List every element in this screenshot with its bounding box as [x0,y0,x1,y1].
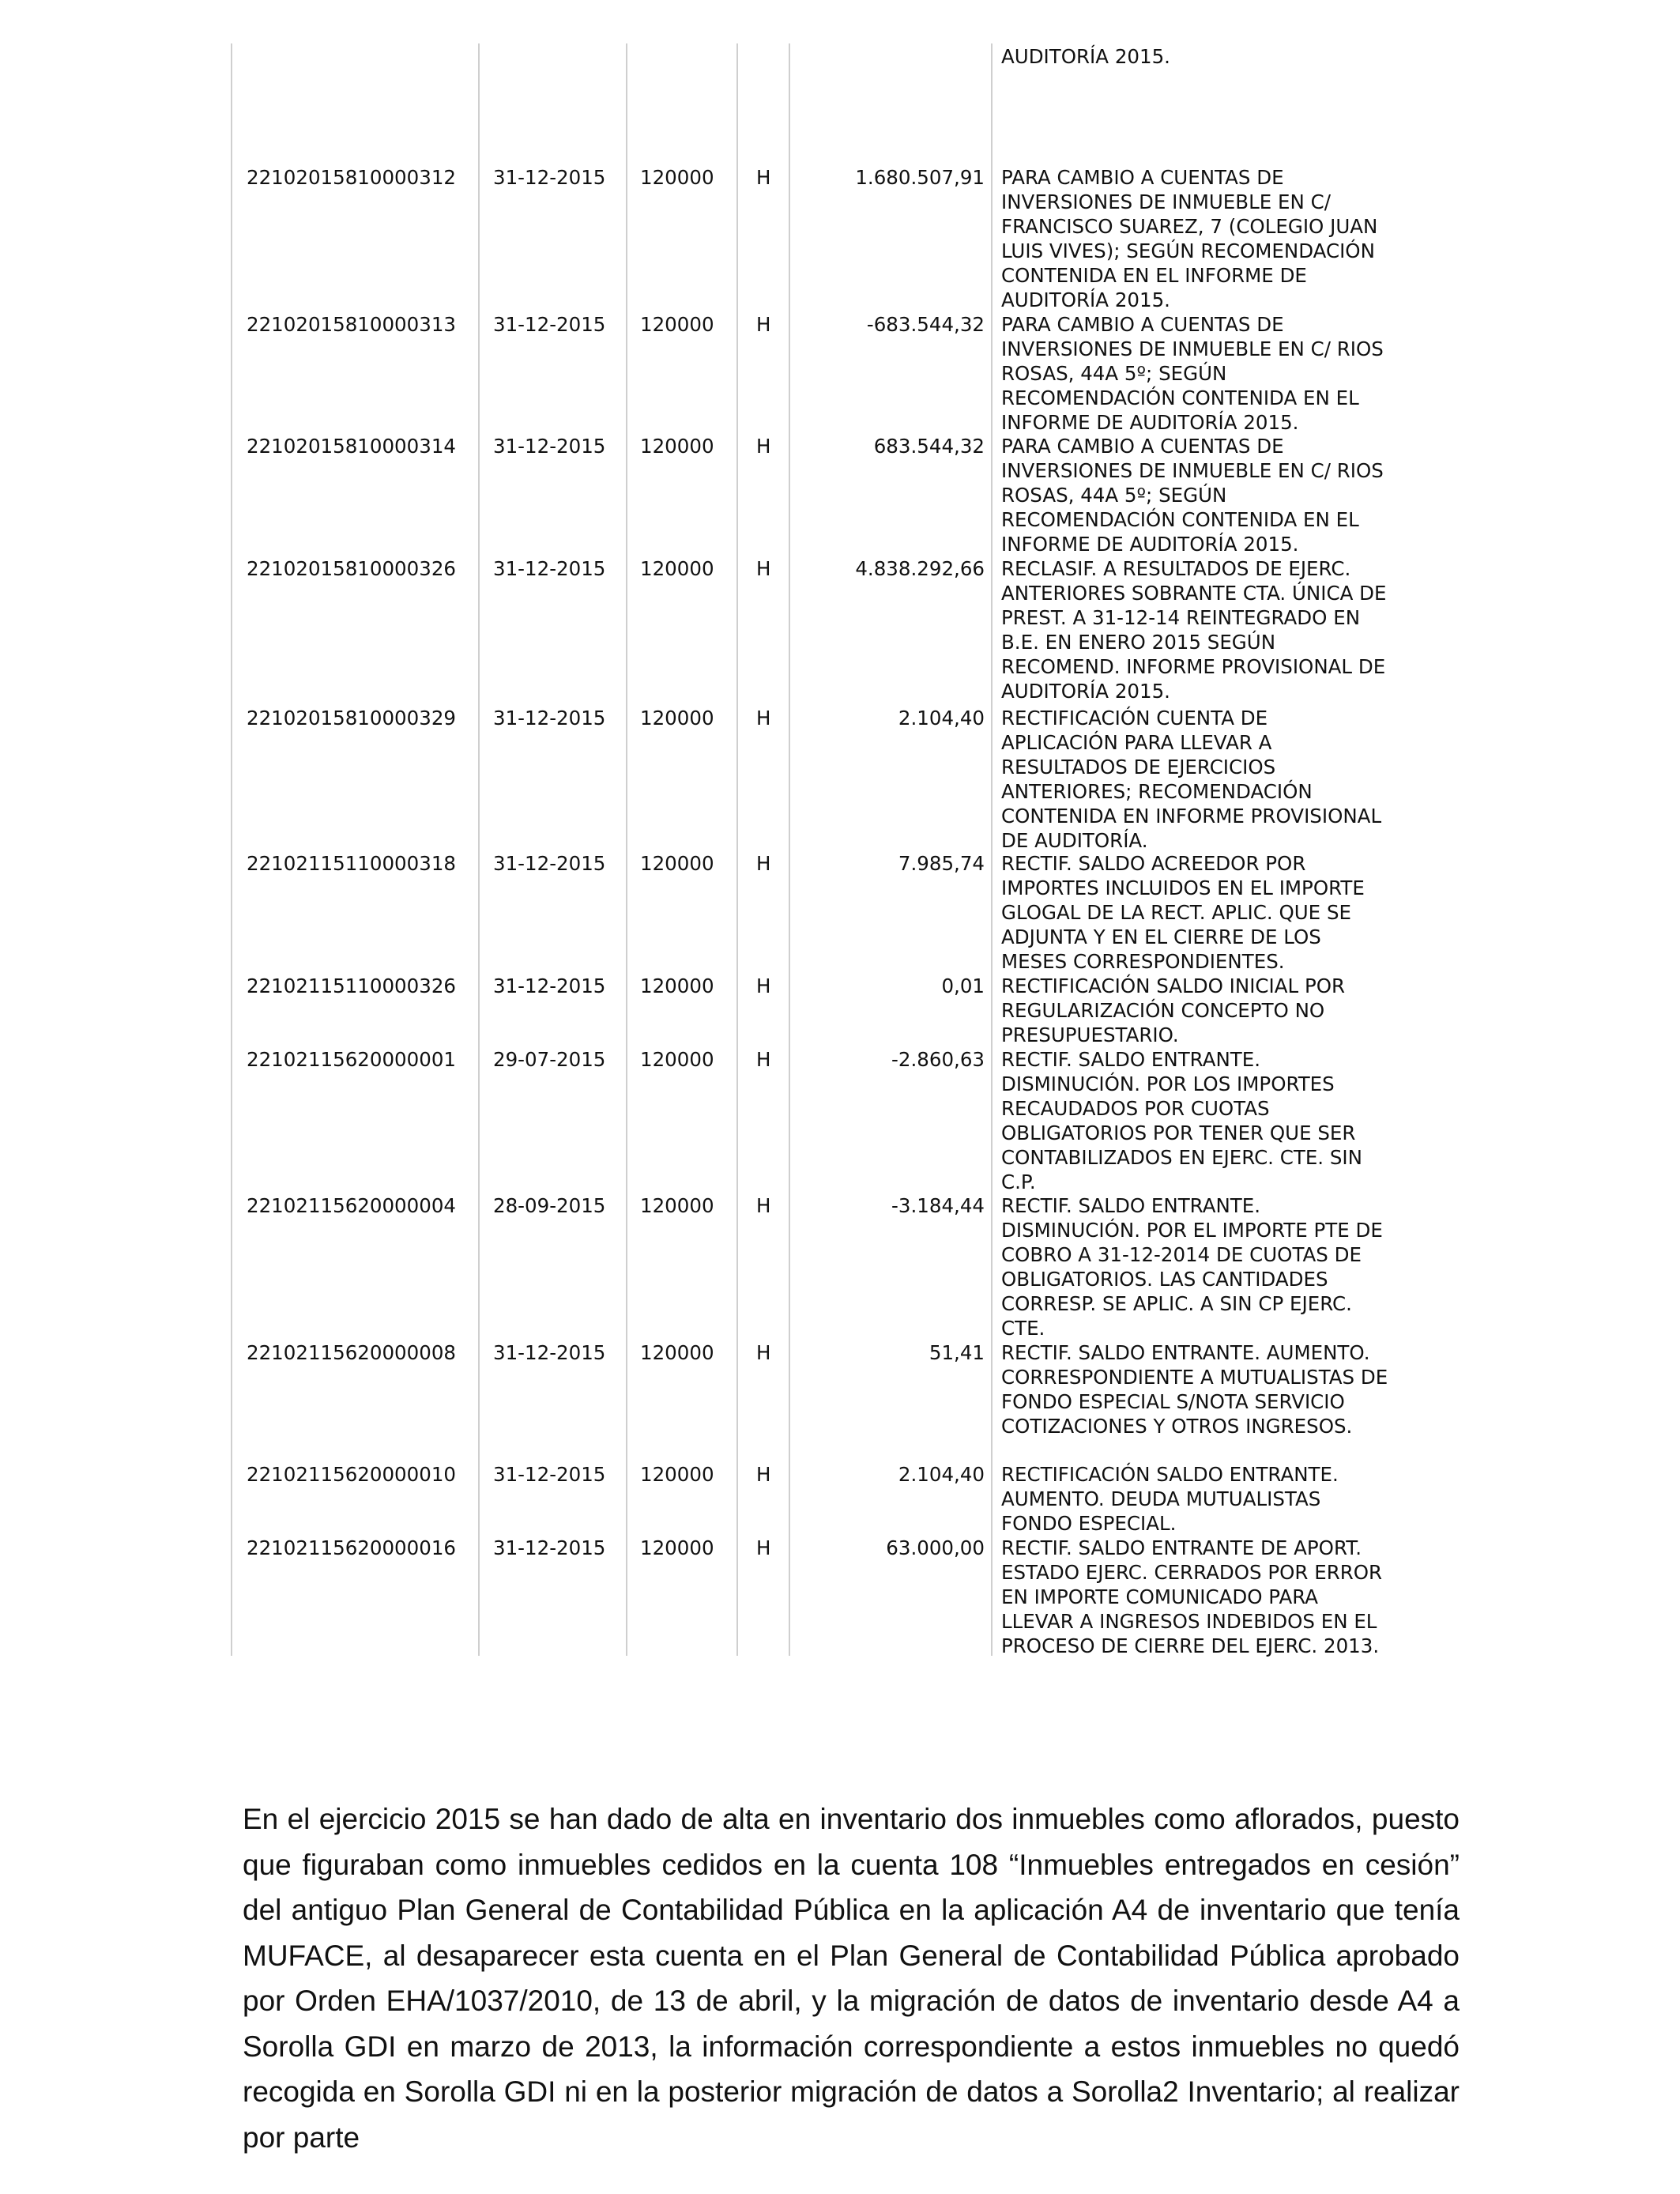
account-code: 120000 [640,557,714,580]
entry-date: 31-12-2015 [493,707,606,729]
description-line: RECOMENDACIÓN CONTENIDA EN EL [1001,508,1359,531]
description-line: INVERSIONES DE INMUEBLE EN C/ [1001,190,1331,213]
entry-number: 22102115620000016 [247,1536,456,1559]
description-line: GLOGAL DE LA RECT. APLIC. QUE SE [1001,901,1351,924]
description-line: ROSAS, 44A 5º; SEGÚN [1001,484,1227,507]
description-line: AUDITORÍA 2015. [1001,680,1170,703]
description-line: FONDO ESPECIAL S/NOTA SERVICIO [1001,1390,1345,1413]
entry-date: 31-12-2015 [493,1341,606,1364]
amount: 1.680.507,91 [855,166,985,189]
body-paragraph: En el ejercicio 2015 se han dado de alta en inventario dos inmuebles como aflorados, puesto que figuraban como inmuebles cedidos en la cuenta 108 “Inmuebles entregados en cesión” del antiguo Plan General de Contabilidad Pública en la aplicación A4 de inventario que tenía MUFACE, al desaparecer esta cuenta en el Plan General de Contabilidad Pública aprobado por Orden EHA/1037/2010, de 13 de abril, y la migración de datos de inventario desde A4 a Sorolla GDI en marzo de 2013, la información correspondiente a estos inmuebles no quedó recogida en Sorolla GDI ni en la posterior migración de datos a Sorolla2 Inventario; al realizar por parte [243,1803,1460,2154]
entry-date: 28-09-2015 [493,1194,606,1217]
description-line: INFORME DE AUDITORÍA 2015. [1001,533,1299,556]
entry-number: 22102015810000326 [247,557,456,580]
description-line: PREST. A 31-12-14 REINTEGRADO EN [1001,606,1361,629]
debit-credit-flag: H [756,974,771,997]
entry-number: 22102115620000008 [247,1341,456,1364]
description-line: B.E. EN ENERO 2015 SEGÚN [1001,631,1276,654]
debit-credit-flag: H [756,1341,771,1364]
entry-date: 29-07-2015 [493,1048,606,1071]
description-line: PRESUPUESTARIO. [1001,1023,1179,1046]
account-code: 120000 [640,1194,714,1217]
description-line: ADJUNTA Y EN EL CIERRE DE LOS [1001,925,1321,948]
description-line: EN IMPORTE COMUNICADO PARA [1001,1585,1319,1608]
entry-number: 22102115110000326 [247,974,456,997]
entry-number: 22102115620000001 [247,1048,456,1071]
description-line: RECTIF. SALDO ACREEDOR POR [1001,852,1306,875]
entry-number: 22102015810000312 [247,166,456,189]
description-line: IMPORTES INCLUIDOS EN EL IMPORTE [1001,876,1365,899]
description [1001,1462,1444,1536]
account-code: 120000 [640,974,714,997]
amount: -2.860,63 [891,1048,985,1071]
description-line: INVERSIONES DE INMUEBLE EN C/ RIOS [1001,337,1384,360]
debit-credit-flag: H [756,557,771,580]
description-line: REGULARIZACIÓN CONCEPTO NO [1001,999,1325,1022]
description-line: RECAUDADOS POR CUOTAS [1001,1097,1270,1120]
entry-number: 22102015810000329 [247,707,456,729]
entry-date: 31-12-2015 [493,435,606,458]
description-line: APLICACIÓN PARA LLEVAR A [1001,731,1272,754]
description [1001,1340,1444,1438]
column-rule [478,43,480,1656]
debit-credit-flag: H [756,1463,771,1486]
debit-credit-flag: H [756,852,771,875]
account-code: 120000 [640,852,714,875]
description [1001,312,1444,435]
debit-credit-flag: H [756,166,771,189]
column-rule [626,43,627,1656]
description [1001,434,1444,556]
amount: 63.000,00 [886,1536,985,1559]
amount: 7.985,74 [898,852,985,875]
description-line: OBLIGATORIOS POR TENER QUE SER [1001,1122,1356,1144]
amount: 683.544,32 [873,435,985,458]
description [1001,1047,1444,1194]
entry-number: 22102015810000314 [247,435,456,458]
description-line: FONDO ESPECIAL. [1001,1512,1177,1535]
description-line: LLEVAR A INGRESOS INDEBIDOS EN EL [1001,1610,1377,1633]
entry-number: 22102015810000313 [247,313,456,336]
description-line: ROSAS, 44A 5º; SEGÚN [1001,362,1227,385]
column-rule [789,43,790,1656]
entry-date: 31-12-2015 [493,166,606,189]
column-rule [231,43,232,1656]
description-line: CTE. [1001,1317,1045,1340]
description-line: RECTIFICACIÓN SALDO INICIAL POR [1001,974,1346,997]
column-rule [991,43,993,1656]
entry-number: 22102115110000318 [247,852,456,875]
description-line: INFORME DE AUDITORÍA 2015. [1001,411,1299,434]
account-code: 120000 [640,1341,714,1364]
account-code: 120000 [640,313,714,336]
description-line: CONTENIDA EN EL INFORME DE [1001,264,1307,287]
entry-date: 31-12-2015 [493,852,606,875]
description-line: CORRESP. SE APLIC. A SIN CP EJERC. [1001,1292,1352,1315]
entry-number: 22102115620000004 [247,1194,456,1217]
description-fragment [1001,44,1444,69]
description-line: AUMENTO. DEUDA MUTUALISTAS [1001,1487,1321,1510]
entry-date: 31-12-2015 [493,557,606,580]
description-line: ANTERIORES; RECOMENDACIÓN [1001,780,1313,803]
description-line: PARA CAMBIO A CUENTAS DE [1001,435,1284,458]
description [1001,556,1444,703]
description-line: RECTIFICACIÓN CUENTA DE [1001,707,1268,729]
account-code: 120000 [640,435,714,458]
debit-credit-flag: H [756,707,771,729]
entry-date: 31-12-2015 [493,1536,606,1559]
description-line: AUDITORÍA 2015. [1001,45,1170,68]
description-line: RECTIF. SALDO ENTRANTE. AUMENTO. [1001,1341,1370,1364]
description-line: OBLIGATORIOS. LAS CANTIDADES [1001,1268,1328,1291]
description-line: RECOMENDACIÓN CONTENIDA EN EL [1001,386,1359,409]
description-line: DISMINUCIÓN. POR LOS IMPORTES [1001,1072,1335,1095]
description-line: RECLASIF. A RESULTADOS DE EJERC. [1001,557,1351,580]
amount: -683.544,32 [866,313,985,336]
amount: 2.104,40 [898,1463,985,1486]
amount: 2.104,40 [898,707,985,729]
description-line: LUIS VIVES); SEGÚN RECOMENDACIÓN [1001,239,1375,262]
debit-credit-flag: H [756,1048,771,1071]
description [1001,1536,1444,1658]
description-line: PARA CAMBIO A CUENTAS DE [1001,166,1284,189]
account-code: 120000 [640,1463,714,1486]
debit-credit-flag: H [756,313,771,336]
amount: 4.838.292,66 [855,557,985,580]
entry-date: 31-12-2015 [493,313,606,336]
description-line: INVERSIONES DE INMUEBLE EN C/ RIOS [1001,459,1384,482]
debit-credit-flag: H [756,1194,771,1217]
description-line: RECTIF. SALDO ENTRANTE DE APORT. [1001,1536,1362,1559]
debit-credit-flag: H [756,1536,771,1559]
description-line: COTIZACIONES Y OTROS INGRESOS. [1001,1415,1353,1438]
description-line: AUDITORÍA 2015. [1001,288,1170,311]
column-rule [736,43,738,1656]
description-line: CONTENIDA EN INFORME PROVISIONAL [1001,805,1382,827]
account-code: 120000 [640,707,714,729]
description-line: CORRESPONDIENTE A MUTUALISTAS DE [1001,1366,1388,1389]
description-line: RECTIF. SALDO ENTRANTE. [1001,1194,1261,1217]
account-code: 120000 [640,166,714,189]
description-line: RECOMEND. INFORME PROVISIONAL DE [1001,655,1386,678]
description-line: ESTADO EJERC. CERRADOS POR ERROR [1001,1561,1383,1584]
debit-credit-flag: H [756,435,771,458]
description-line: COBRO A 31-12-2014 DE CUOTAS DE [1001,1243,1362,1266]
description [1001,706,1444,853]
account-code: 120000 [640,1536,714,1559]
description-line: ANTERIORES SOBRANTE CTA. ÚNICA DE [1001,582,1387,605]
description [1001,1193,1444,1340]
description-line: RECTIFICACIÓN SALDO ENTRANTE. [1001,1463,1339,1486]
description-line: CONTABILIZADOS EN EJERC. CTE. SIN [1001,1146,1362,1169]
account-code: 120000 [640,1048,714,1071]
description [1001,165,1444,312]
description-line: DISMINUCIÓN. POR EL IMPORTE PTE DE [1001,1219,1383,1242]
amount: -3.184,44 [891,1194,985,1217]
amount: 51,41 [929,1341,985,1364]
amount: 0,01 [941,974,985,997]
description-line: PROCESO DE CIERRE DEL EJERC. 2013. [1001,1634,1380,1657]
description [1001,851,1444,974]
entry-date: 31-12-2015 [493,1463,606,1486]
description-line: PARA CAMBIO A CUENTAS DE [1001,313,1284,336]
description-line: DE AUDITORÍA. [1001,829,1148,852]
description [1001,974,1444,1047]
description-line: RESULTADOS DE EJERCICIOS [1001,756,1276,778]
entry-number: 22102115620000010 [247,1463,456,1486]
description-line: MESES CORRESPONDIENTES. [1001,950,1285,973]
description-line: C.P. [1001,1171,1036,1193]
entry-date: 31-12-2015 [493,974,606,997]
description-line: RECTIF. SALDO ENTRANTE. [1001,1048,1261,1071]
description-line: FRANCISCO SUAREZ, 7 (COLEGIO JUAN [1001,215,1378,238]
